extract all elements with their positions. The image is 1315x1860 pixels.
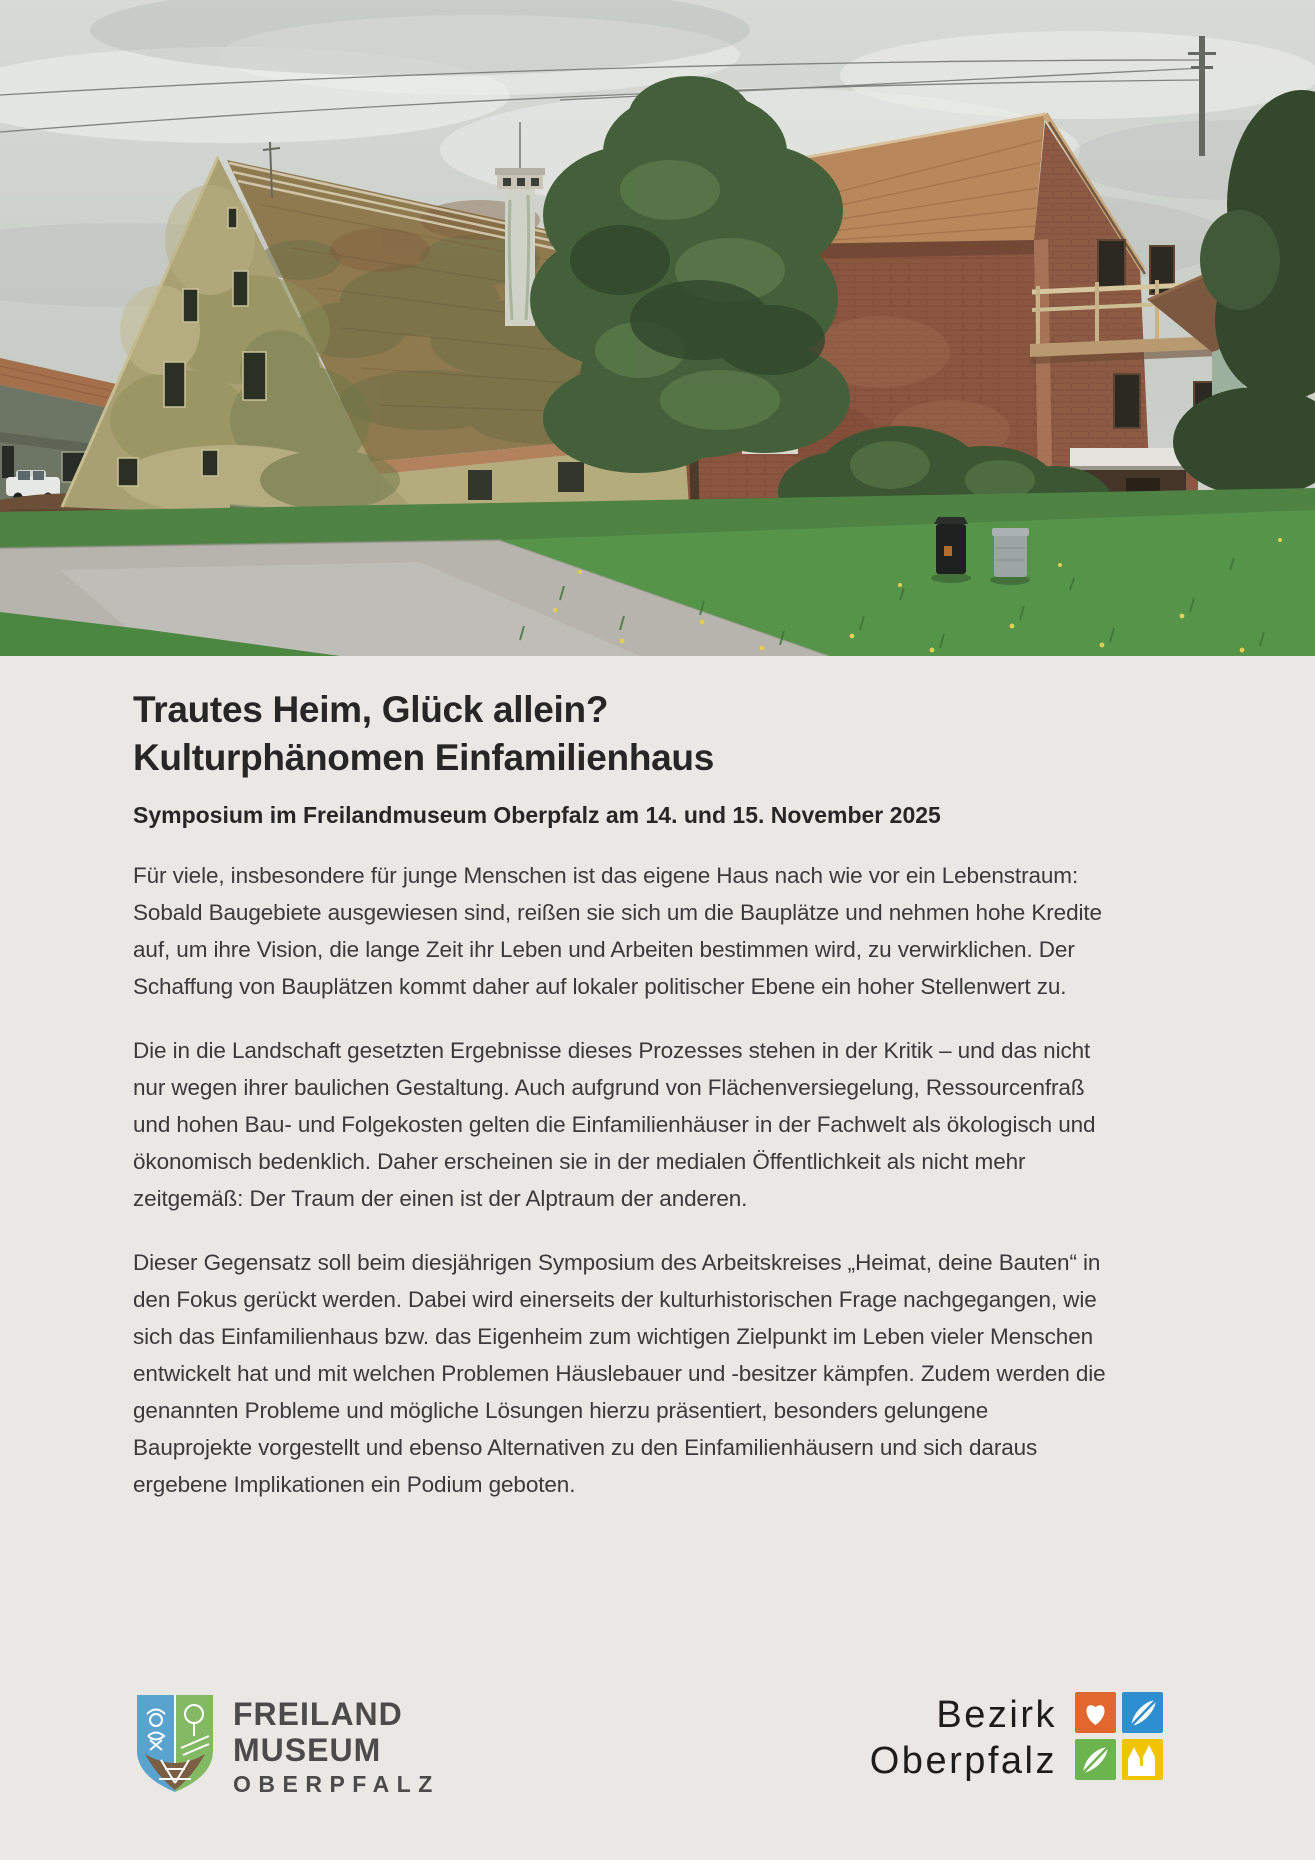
flyer-content [133, 656, 1108, 1503]
title-line-1: Trautes Heim, Glück allein? [133, 689, 609, 730]
paragraph-1: Für viele, insbesondere für junge Menschen ist das eigene Haus nach wie vor ein Lebenstraum: Sobald Baugebiete ausgewiesen sind, reißen sie sich um die Bauplätze und nehmen hohe Kredite auf, um ihre Vision, die lange Zeit ihr Leben und Arbeiten bestimmen wird, zu verwirklichen. Der Schaffung von Bauplätzen kommt daher auf lokaler politischer Ebene ein hoher Stellenwert zu. [133, 863, 1102, 999]
ground [0, 488, 1315, 656]
freilandmuseum-logo [133, 1692, 440, 1800]
footer-logos [133, 1692, 1163, 1800]
bezirk-oberpfalz-logo [870, 1692, 1163, 1786]
freilandmuseum-word-1: FREILAND [233, 1696, 403, 1732]
freilandmuseum-word-3: OBERPFALZ [233, 1771, 440, 1797]
paragraph-3: Dieser Gegensatz soll beim diesjährigen Symposium des Arbeitskreises „Heimat, deine Bauten“ in den Fokus gerückt werden. Dabei wird einerseits der kulturhistorischen Frage nachgegangen, wie sich das Einfamilienhaus bzw. das Eigenheim zum wichtigen Zielpunkt im Leben vieler Menschen entwickelt hat und mit welchen Problemen Häuslebauer und -besitzer kämpfen. Zudem werden die genannten Probleme und mögliche Lösungen hierzu präsentiert, besonders gelungene Bauprojekte vorgestellt und ebenso Alternativen zu den Einfamilienhäusern und sich daraus ergebene Implikationen ein Podium geboten. [133, 1250, 1106, 1497]
trash-bin-black [931, 517, 971, 583]
freilandmuseum-word-2: MUSEUM [233, 1732, 382, 1768]
page-title [133, 686, 1108, 782]
title-line-2: Kulturphänomen Einfamilienhaus [133, 737, 714, 778]
bezirk-tiles-icon [1075, 1692, 1163, 1786]
freilandmuseum-shield-icon [133, 1692, 217, 1796]
bezirk-word-1: Bezirk [936, 1694, 1057, 1736]
hero-photo [0, 0, 1315, 656]
trash-bin-gray [990, 528, 1030, 585]
bezirk-word-2: Oberpfalz [869, 1740, 1057, 1782]
symposium-subtitle: Symposium im Freilandmuseum Oberpfalz am 14. und 15. November 2025 [133, 802, 941, 828]
paragraph-2: Die in die Landschaft gesetzten Ergebnisse dieses Prozesses stehen in der Kritik – und das nicht nur wegen ihrer baulichen Gestaltung. Auch aufgrund von Flächenversiegelung, Ressourcenfraß und hohen Bau- und Folgekosten gelten die Einfamilienhäuser in der Fachwelt als ökologisch und ökonomisch bedenklich. Daher erscheinen sie in der medialen Öffentlichkeit als nicht mehr zeitgemäß: Der Traum der einen ist der Alptraum der anderen. [133, 1038, 1096, 1211]
